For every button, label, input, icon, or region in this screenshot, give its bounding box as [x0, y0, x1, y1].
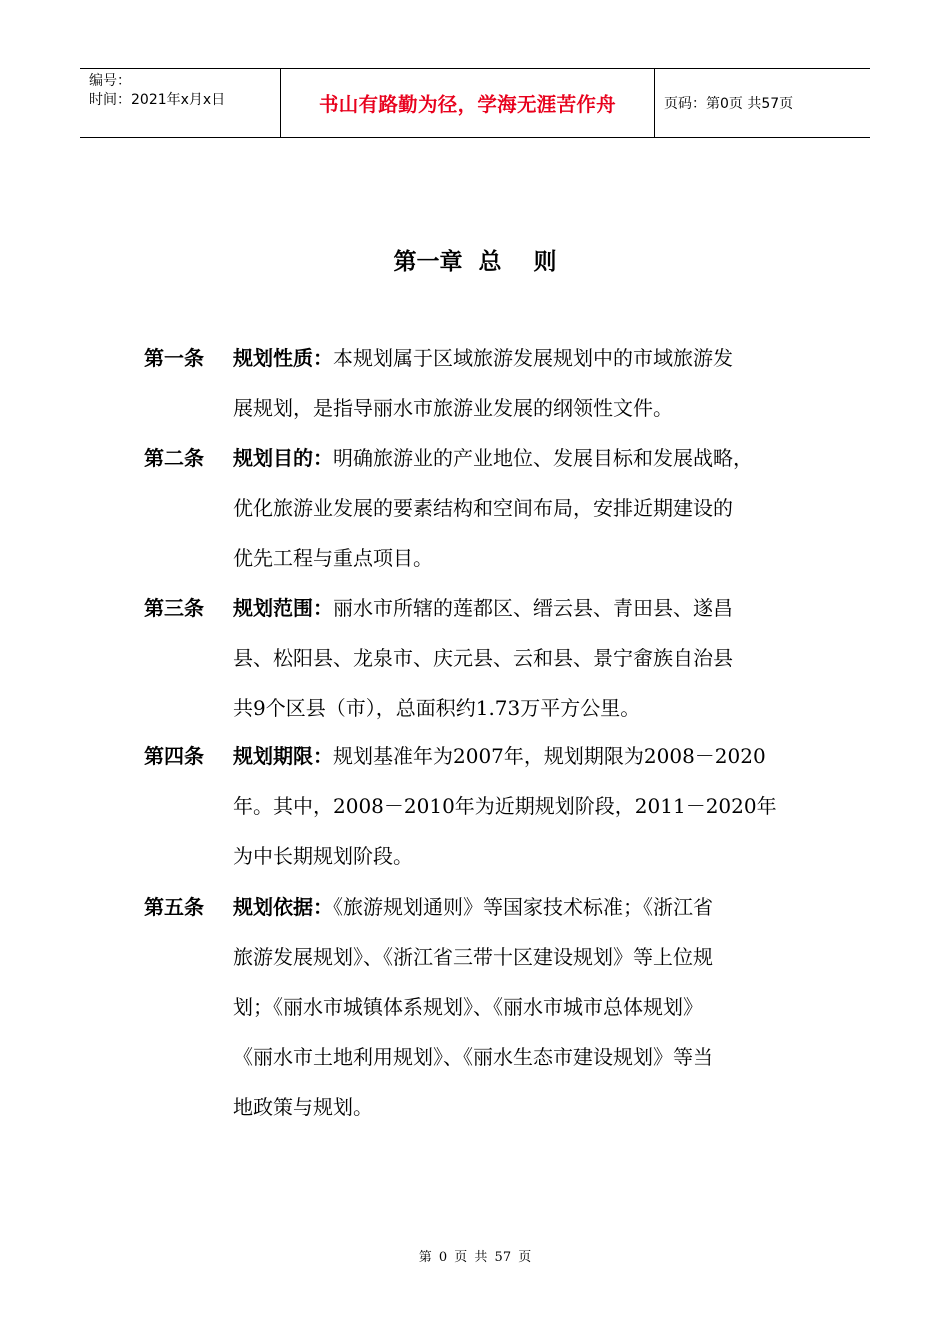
article-1	[144, 333, 814, 433]
article-text: 共9个区县（市），总面积约1.73万平方公里。	[233, 696, 641, 720]
article-title: 规划范围：	[233, 596, 333, 620]
number-label: 编号：	[89, 73, 131, 89]
article-text: 地政策与规划。	[233, 1095, 373, 1119]
article-text: 《旅游规划通则》等国家技术标准；《浙江省	[333, 895, 713, 919]
header-meta	[80, 69, 281, 137]
article-text: 县、松阳县、龙泉市、庆元县、云和县、景宁畲族自治县	[233, 646, 733, 670]
article-number: 第三条	[144, 596, 204, 620]
article-number: 第四条	[144, 744, 204, 768]
header-page-info: 页码：第0页 共57页	[664, 96, 794, 112]
header-motto: 书山有路勤为径，学海无涯苦作舟	[281, 69, 655, 137]
page-footer: 第 0 页 共 57 页	[418, 1250, 532, 1265]
date-label: 时间：2021年x月x日	[89, 92, 226, 108]
article-4	[144, 731, 814, 881]
article-text: 优化旅游业发展的要素结构和空间布局，安排近期建设的	[233, 496, 733, 520]
article-number: 第一条	[144, 346, 204, 370]
article-number: 第二条	[144, 446, 204, 470]
article-5	[144, 882, 814, 1132]
page-header	[80, 68, 870, 138]
article-text: 明确旅游业的产业地位、发展目标和发展战略，	[333, 446, 753, 470]
article-text: 《丽水市土地利用规划》、《丽水生态市建设规划》等当	[233, 1045, 713, 1069]
article-title: 规划性质：	[233, 346, 333, 370]
article-text: 为中长期规划阶段。	[233, 844, 413, 868]
article-text: 旅游发展规划》、《浙江省三带十区建设规划》等上位规	[233, 945, 713, 969]
article-2	[144, 433, 814, 583]
article-text: 展规划，是指导丽水市旅游业发展的纲领性文件。	[233, 396, 673, 420]
article-text: 划；《丽水市城镇体系规划》、《丽水市城市总体规划》	[233, 995, 703, 1019]
article-title: 规划依据：	[233, 895, 333, 919]
article-text: 规划基准年为2007年，规划期限为2008－2020	[333, 744, 766, 768]
article-text: 优先工程与重点项目。	[233, 546, 433, 570]
article-3	[144, 583, 814, 733]
chapter-title: 第一章 总 则	[393, 249, 557, 275]
article-text: 本规划属于区域旅游发展规划中的市域旅游发	[333, 346, 733, 370]
article-title: 规划目的：	[233, 446, 333, 470]
article-text: 丽水市所辖的莲都区、缙云县、青田县、遂昌	[333, 596, 733, 620]
article-text: 年。其中，2008－2010年为近期规划阶段，2011－2020年	[233, 794, 777, 818]
article-number: 第五条	[144, 895, 204, 919]
article-title: 规划期限：	[233, 744, 333, 768]
